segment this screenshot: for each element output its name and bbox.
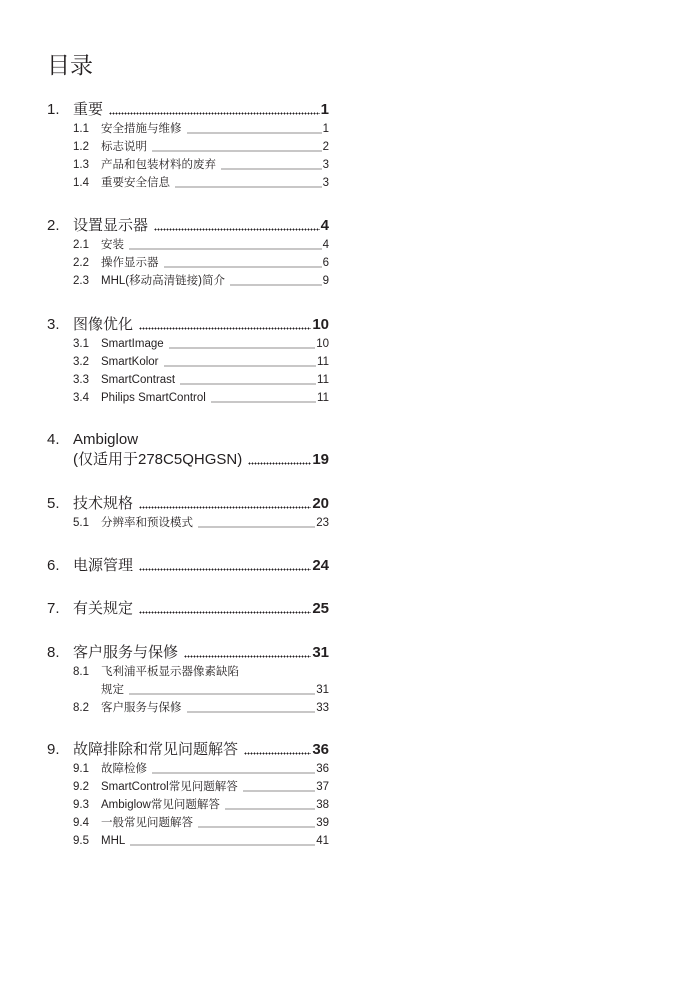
subsection-number: 3.4: [73, 392, 89, 404]
subsection-title: MHL(移动高清链接)简介: [101, 275, 225, 287]
subsection-page: 39: [316, 817, 329, 829]
section-number: 6.: [47, 557, 60, 574]
toc-entry-9[interactable]: [47, 740, 329, 760]
toc-entry-4[interactable]: [47, 430, 329, 450]
toc-entry-9-3[interactable]: [47, 796, 329, 814]
subsection-title: Philips SmartControl: [101, 392, 206, 404]
dot-leader: [244, 752, 311, 756]
section-page: 31: [312, 644, 329, 661]
dot-leader: [211, 401, 316, 404]
dot-leader: [139, 568, 311, 572]
toc-entry-3-4[interactable]: [47, 389, 329, 407]
section-page: 19: [312, 451, 329, 468]
section-number: 2.: [47, 217, 60, 234]
section-page: 1: [320, 101, 329, 118]
subsection-page: 31: [316, 684, 329, 696]
subsection-page: 11: [317, 392, 329, 404]
dot-leader: [198, 826, 315, 829]
toc-entry-2-1[interactable]: [47, 236, 329, 254]
subsection-page: 1: [322, 123, 329, 135]
toc-entry-8[interactable]: [47, 643, 329, 663]
section-page: 20: [312, 495, 329, 512]
subsection-page: 2: [322, 141, 329, 153]
toc-section-2: [47, 216, 329, 290]
section-title: 电源管理: [73, 557, 134, 574]
subsection-page: 33: [316, 702, 329, 714]
subsection-title: 安全措施与维修: [101, 123, 182, 135]
toc-entry-9-5[interactable]: [47, 832, 329, 850]
toc-entry-2-2[interactable]: [47, 254, 329, 272]
section-title: 重要: [73, 101, 104, 118]
section-number: 7.: [47, 600, 60, 617]
toc-entry-9-2[interactable]: [47, 778, 329, 796]
subsection-number: 1.1: [73, 123, 89, 135]
subsection-page: 6: [322, 257, 329, 269]
toc-section-9: [47, 740, 329, 850]
toc-section-8: [47, 643, 329, 717]
toc-entry-1-2[interactable]: [47, 138, 329, 156]
toc-entry-3-2[interactable]: [47, 353, 329, 371]
section-title: 技术规格: [73, 495, 134, 512]
subsection-page: 3: [322, 159, 329, 171]
section-number: 8.: [47, 644, 60, 661]
subsection-title: 重要安全信息: [101, 177, 170, 189]
dot-leader: [225, 808, 315, 811]
toc-entry-1-3[interactable]: [47, 156, 329, 174]
section-title: 图像优化: [73, 316, 134, 333]
subsection-title: 客户服务与保修: [101, 702, 182, 714]
subsection-number: 9.3: [73, 799, 89, 811]
subsection-title: SmartContrast: [101, 374, 176, 386]
subsection-title: 安装: [101, 239, 124, 251]
subsection-number: 2.2: [73, 257, 89, 269]
toc-entry-3-1[interactable]: [47, 335, 329, 353]
toc-entry-1-4[interactable]: [47, 174, 329, 192]
section-page: 25: [312, 600, 329, 617]
subsection-number: 8.2: [73, 702, 89, 714]
section-title: Ambiglow: [73, 431, 139, 448]
toc-entry-6[interactable]: [47, 556, 329, 576]
dot-leader: [139, 327, 311, 331]
subsection-title: 故障检修: [101, 763, 147, 775]
subsection-page: 38: [316, 799, 329, 811]
section-page: 10: [312, 316, 329, 333]
toc-section-3: [47, 315, 329, 407]
toc-entry-2[interactable]: [47, 216, 329, 236]
dot-leader: [139, 506, 311, 510]
section-page: 4: [320, 217, 329, 234]
dot-leader: [230, 284, 322, 287]
dot-leader: [139, 611, 311, 615]
dot-leader: [164, 365, 317, 368]
subsection-title: 标志说明: [101, 141, 147, 153]
toc-entry-7[interactable]: [47, 599, 329, 619]
toc-entry-9-1[interactable]: [47, 760, 329, 778]
dot-leader: [129, 248, 322, 251]
subsection-number: 3.2: [73, 356, 89, 368]
section-page: 24: [312, 557, 329, 574]
toc-section-4: [47, 430, 329, 470]
subsection-title: Ambiglow常见问题解答: [101, 799, 220, 811]
section-number: 1.: [47, 101, 60, 118]
subsection-number: 1.3: [73, 159, 89, 171]
subsection-number: 1.4: [73, 177, 89, 189]
dot-leader: [169, 347, 316, 350]
subsection-page: 10: [316, 338, 329, 350]
section-title: 故障排除和常见问题解答: [73, 741, 239, 758]
dot-leader: [152, 150, 322, 153]
dot-leader: [164, 266, 322, 269]
subsection-title: 一般常见问题解答: [101, 817, 193, 829]
toc-entry-8-1[interactable]: [47, 663, 329, 681]
subsection-title: SmartControl常见问题解答: [101, 781, 238, 793]
toc-entry-5[interactable]: [47, 494, 329, 514]
subsection-page: 41: [316, 835, 329, 847]
subsection-title-continuation: 规定: [101, 684, 124, 696]
toc-entry-4-cont[interactable]: [47, 450, 329, 470]
section-number: 9.: [47, 741, 60, 758]
section-title-continuation: (仅适用于278C5QHGSN): [73, 451, 243, 468]
subsection-title: 飞利浦平板显示器像素缺陷: [101, 666, 239, 678]
section-title: 设置显示器: [73, 217, 149, 234]
subsection-title: 产品和包装材料的废弃: [101, 159, 216, 171]
subsection-page: 3: [322, 177, 329, 189]
dot-leader: [152, 772, 315, 775]
section-page: 36: [312, 741, 329, 758]
subsection-number: 9.2: [73, 781, 89, 793]
subsection-number: 9.5: [73, 835, 89, 847]
subsection-number: 9.4: [73, 817, 89, 829]
dot-leader: [130, 844, 315, 847]
dot-leader: [175, 186, 322, 189]
toc-section-7: [47, 599, 329, 619]
dot-leader: [221, 168, 322, 171]
toc-section-1: [47, 100, 329, 192]
toc-entry-1[interactable]: [47, 100, 329, 120]
toc-entry-2-3[interactable]: [47, 272, 329, 290]
dot-leader: [109, 112, 320, 116]
dot-leader: [180, 383, 316, 386]
subsection-number: 5.1: [73, 517, 89, 529]
dot-leader: [187, 711, 316, 714]
subsection-number: 3.3: [73, 374, 89, 386]
toc-entry-8-1-cont[interactable]: [47, 681, 329, 699]
dot-leader: [187, 132, 322, 135]
subsection-number: 3.1: [73, 338, 89, 350]
dot-leader: [198, 526, 315, 529]
subsection-page: 37: [316, 781, 329, 793]
subsection-page: 23: [316, 517, 329, 529]
subsection-page: 11: [317, 356, 329, 368]
subsection-number: 1.2: [73, 141, 89, 153]
page-title: 目录: [47, 52, 93, 78]
toc-entry-8-2[interactable]: [47, 699, 329, 717]
subsection-number: 2.3: [73, 275, 89, 287]
toc-entry-3-3[interactable]: [47, 371, 329, 389]
toc-entry-5-1[interactable]: [47, 514, 329, 532]
subsection-page: 9: [322, 275, 329, 287]
dot-leader: [243, 790, 315, 793]
toc-entry-9-4[interactable]: [47, 814, 329, 832]
dot-leader: [154, 228, 320, 232]
subsection-page: 11: [317, 374, 329, 386]
subsection-number: 9.1: [73, 763, 89, 775]
toc-entry-1-1[interactable]: [47, 120, 329, 138]
dot-leader: [129, 693, 315, 696]
section-number: 4.: [47, 431, 60, 448]
section-title: 有关规定: [73, 600, 134, 617]
subsection-page: 4: [322, 239, 329, 251]
section-number: 5.: [47, 495, 60, 512]
section-title: 客户服务与保修: [73, 644, 179, 661]
subsection-number: 2.1: [73, 239, 89, 251]
toc-section-6: [47, 556, 329, 576]
dot-leader: [248, 462, 311, 466]
subsection-title: SmartImage: [101, 338, 164, 350]
subsection-title: SmartKolor: [101, 356, 159, 368]
toc-entry-3[interactable]: [47, 315, 329, 335]
subsection-number: 8.1: [73, 666, 89, 678]
subsection-title: 分辨率和预设模式: [101, 517, 193, 529]
subsection-page: 36: [316, 763, 329, 775]
dot-leader: [184, 655, 311, 659]
section-number: 3.: [47, 316, 60, 333]
toc-section-5: [47, 494, 329, 532]
subsection-title: 操作显示器: [101, 257, 159, 269]
subsection-title: MHL: [101, 835, 126, 847]
